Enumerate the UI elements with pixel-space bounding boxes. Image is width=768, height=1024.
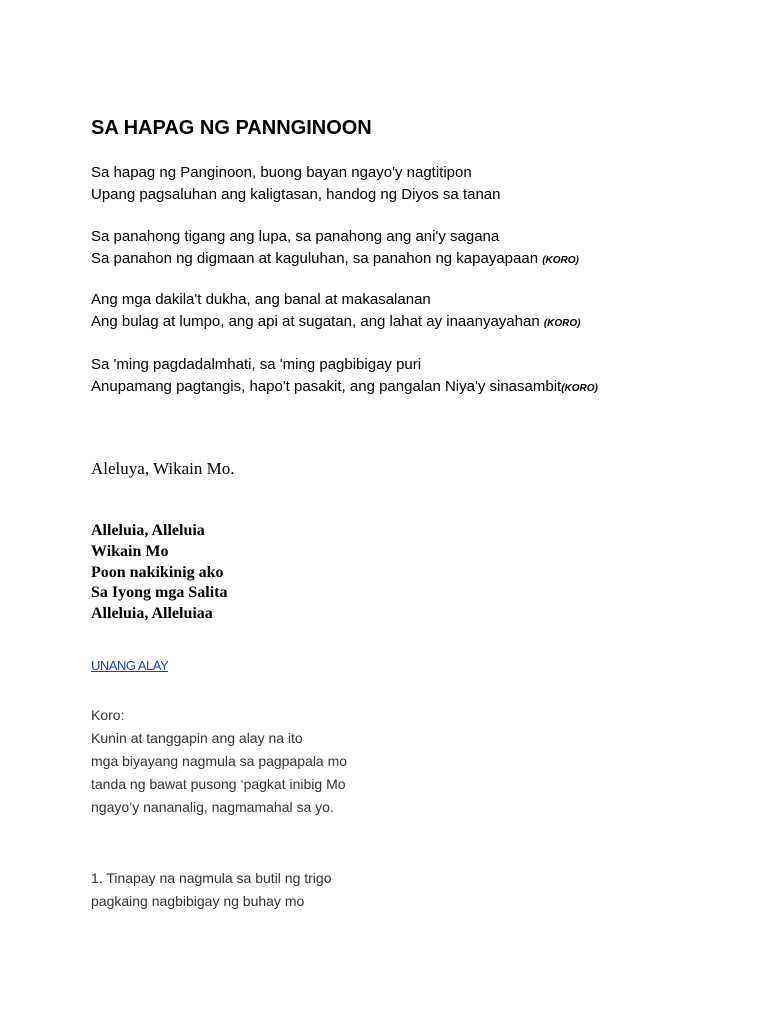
- koro-section: [91, 704, 347, 819]
- koro-line: tanda ng bawat pusong ‘pagkat inibig Mo: [91, 776, 346, 792]
- stanza-3: [91, 289, 581, 333]
- alleluia-line: Alleluia, Alleluia: [91, 522, 205, 539]
- lyric-line-text: Ang bulag at lumpo, ang api at sugatan, ang lahat ay inaanyayahan: [91, 313, 544, 330]
- lyric-line: [91, 311, 581, 333]
- stanza-4: [91, 354, 598, 398]
- alleluia-lyrics: [91, 521, 227, 625]
- koro-tag: (KORO): [542, 255, 579, 266]
- lyric-line: Sa hapag ng Panginoon, buong bayan ngayo'y nagtitipon: [91, 164, 472, 181]
- koro-line: mga biyayang nagmula sa pagpapala mo: [91, 753, 348, 769]
- lyric-line: Sa panahong tigang ang lupa, sa panahong ang ani'y sagana: [91, 228, 500, 245]
- lyric-line: Ang mga dakila't dukha, ang banal at makasalanan: [91, 291, 431, 308]
- lyric-line: Upang pagsaluhan ang kaligtasan, handog ng Diyos sa tanan: [91, 186, 501, 203]
- lyric-line: [91, 376, 598, 398]
- lyric-line-text: Sa panahon ng digmaan at kaguluhan, sa panahon ng kapayapaan: [91, 250, 543, 267]
- verse-line: 1. Tinapay na nagmula sa butil ng trigo: [91, 870, 332, 886]
- unang-alay-link[interactable]: UNANG ALAY: [91, 658, 169, 673]
- lyric-line: [91, 248, 579, 270]
- verse-line: pagkaing nagbibigay ng buhay mo: [91, 893, 305, 909]
- koro-tag: (KORO): [561, 383, 598, 394]
- alleluia-line: Alleluia, Alleluiaa: [91, 605, 213, 623]
- alleluia-line: Wikain Mo: [91, 542, 169, 560]
- koro-label: Koro:: [91, 707, 125, 723]
- stanza-2: [91, 226, 579, 270]
- alleluia-line: Poon nakikinig ako: [91, 563, 224, 581]
- verse-1: [91, 867, 332, 913]
- lyric-line-text: Anupamang pagtangis, hapo't pasakit, ang pangalan Niya'y sinasambit: [91, 378, 562, 395]
- lyric-line: Sa 'ming pagdadalmhati, sa 'ming pagbibigay puri: [91, 356, 422, 373]
- koro-line: ngayo’y nananalig, nagmamahal sa yo.: [91, 799, 334, 815]
- koro-line: Kunin at tanggapin ang alay na ito: [91, 730, 303, 746]
- alleluia-title: Aleluya, Wikain Mo.: [91, 459, 235, 478]
- koro-tag: (KORO): [543, 318, 581, 329]
- stanza-1: [91, 162, 500, 206]
- song-title: SA HAPAG NG PANNGINOON: [91, 117, 372, 139]
- alleluia-line: Sa Iyong mga Salita: [91, 584, 228, 602]
